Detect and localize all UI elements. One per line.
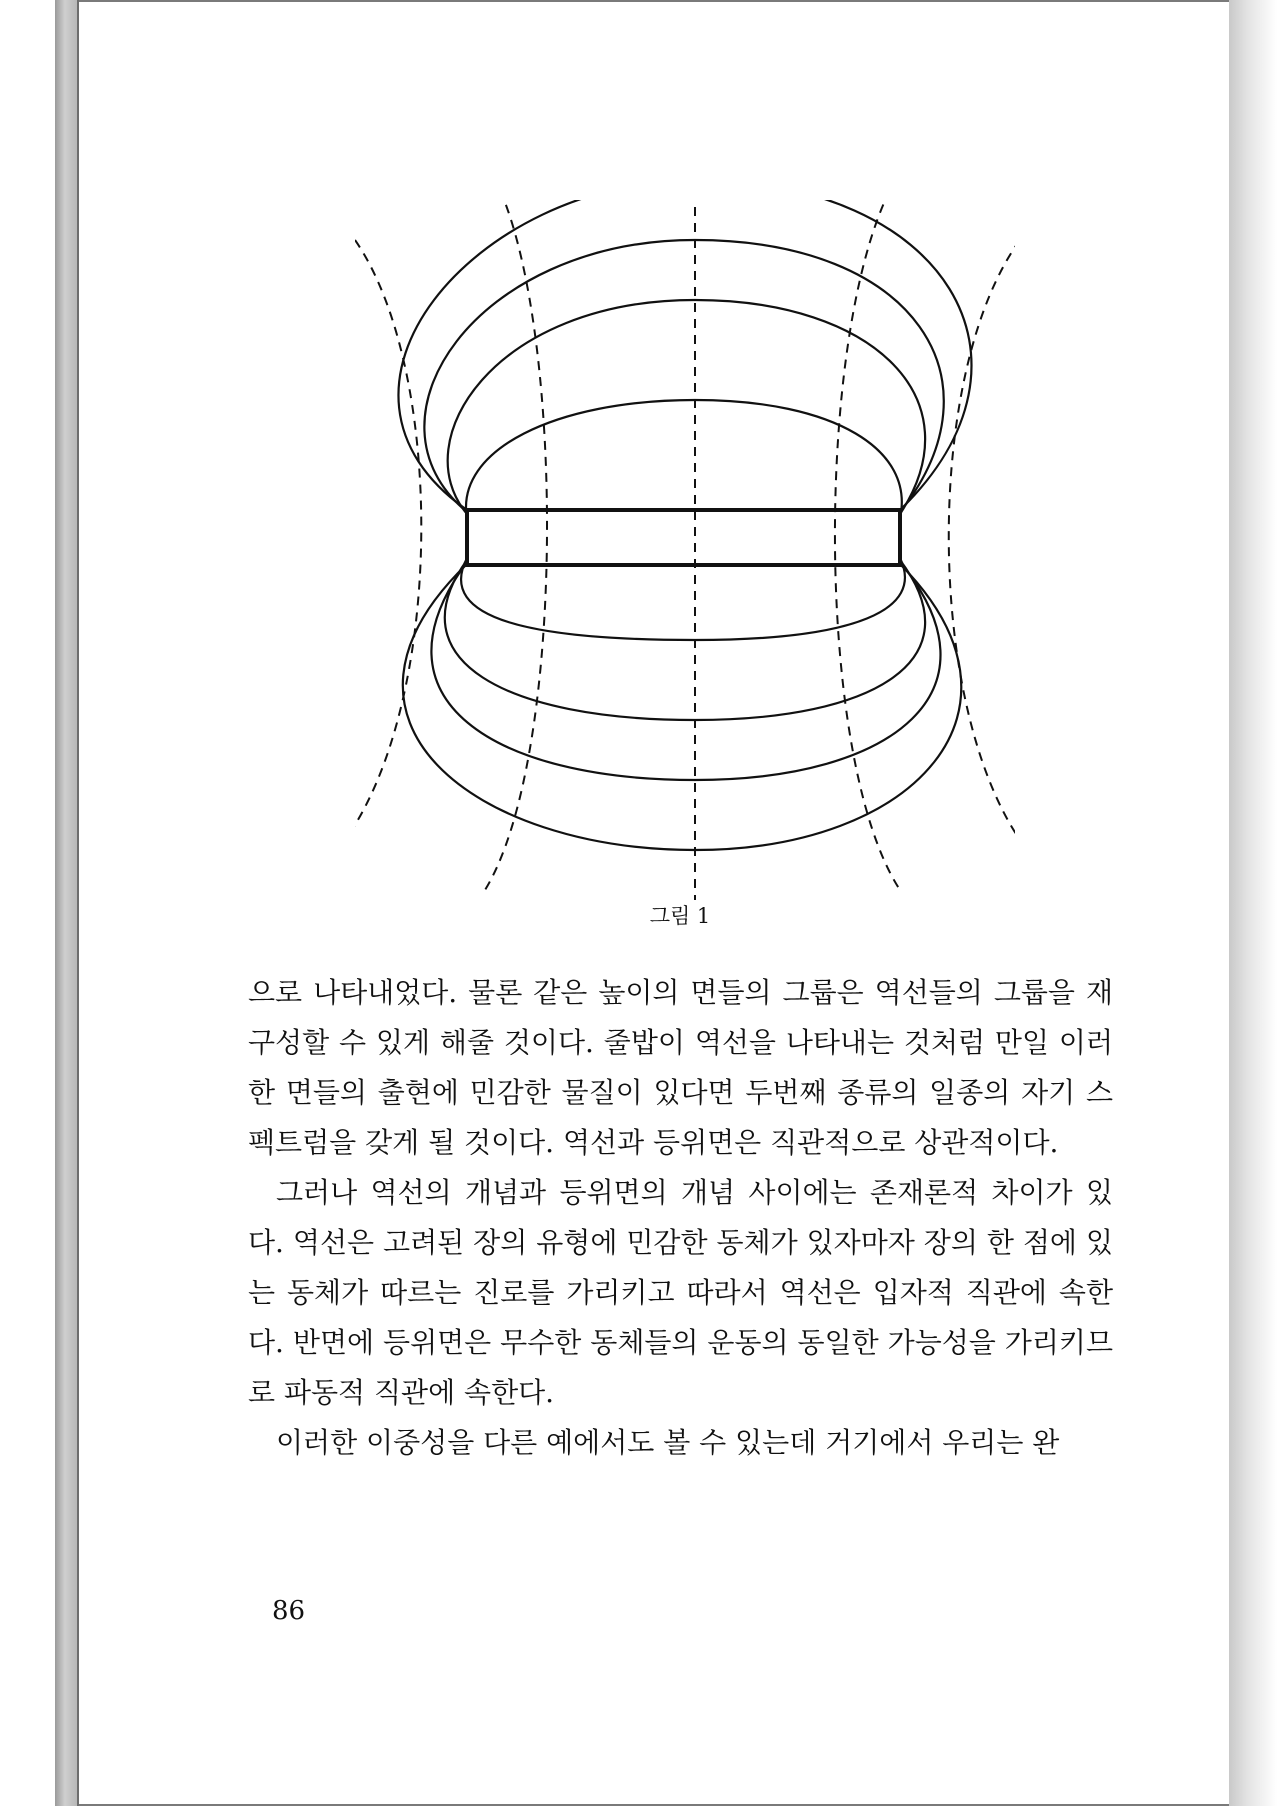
field-line <box>448 300 925 514</box>
paragraph: 그러나 역선의 개념과 등위면의 개념 사이에는 존재론적 차이가 있다. 역선은 고려된 장의 유형에 민감한 동체가 있자마자 장의 한 점에 있는 동체가 따르는 진로를 가리키고 따라서 역선은 입자적 직관에 속한다. 반면에 등위면은 무수한 동체들의 운동의 동일한 가능성을 가리키므로 파동적 직관에 속한다. <box>248 1176 1113 1409</box>
paragraph: 으로 나타내었다. 물론 같은 높이의 면들의 그룹은 역선들의 그룹을 재구성할 수 있게 해줄 것이다. 줄밥이 역선을 나타내는 것처럼 만일 이러한 면들의 출현에 민감한 물질이 있다면 두번째 종류의 일종의 자기 스펙트럼을 갖게 될 것이다. 역선과 등위면은 직관적으로 상관적이다. <box>248 976 1113 1159</box>
equipotential-line <box>949 240 1015 840</box>
page-number: 86 <box>272 1596 306 1626</box>
field-line <box>431 562 940 780</box>
field-line <box>461 558 905 640</box>
paragraph: 이러한 이중성을 다른 예에서도 볼 수 있는데 거기에서 우리는 완 <box>276 1426 1060 1459</box>
figure-caption: 그림 1 <box>649 904 711 928</box>
magnet-field-lines-diagram <box>355 200 1015 900</box>
body-text <box>248 968 1113 1468</box>
equipotential-line <box>355 240 421 840</box>
field-line <box>403 564 961 850</box>
field-line <box>424 240 943 512</box>
